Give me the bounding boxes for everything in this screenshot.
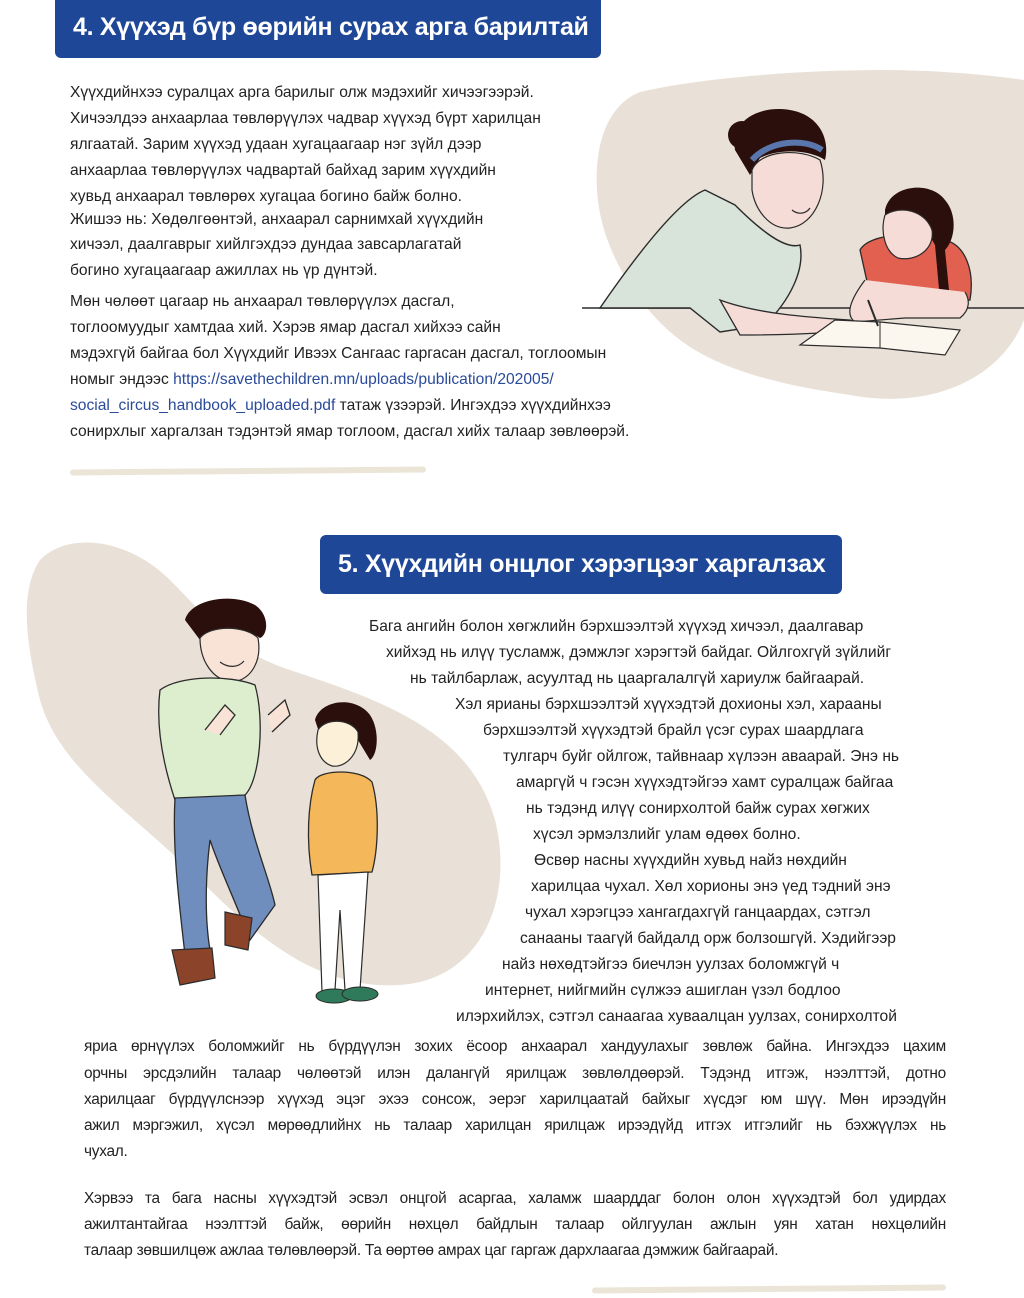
paragraph-line [70, 393, 611, 419]
paragraph-line: нь тайлбарлаж, асуултад нь цааргалалгүй хариулж байгаарай. [410, 670, 865, 687]
father-shirt [159, 678, 261, 800]
paragraph-line: Хэл ярианы бэрхшээлтэй хүүхэдтэй дохионы хэл, харааны [455, 696, 882, 713]
paragraph-line: анхаарлаа төвлөрүүлэх чадвартай байхад зарим хүүхдийн [70, 162, 496, 179]
section-title-text: 4. Хүүхэд бүр өөрийн сурах арга барилтай [73, 13, 589, 41]
father-shoe [225, 912, 252, 950]
paragraph-line: хичээл, даалгаврыг хийлгэхдээ дундаа завсарлагатай [70, 236, 462, 253]
section-5-title [320, 535, 842, 594]
paragraph-line: интернет, нийгмийн сүлжээ ашиглан үзэл бодлоо [485, 982, 841, 999]
paragraph-line [70, 367, 554, 393]
paragraph-line: хүсэл эрмэлзлийг улам өдөөх болно. [533, 826, 801, 843]
paragraph-text: номыг эндээс [70, 371, 174, 388]
paragraph-line: илэрхийлэх, сэтгэл санаагаа хуваалцан уулзах, сонирхолтой [456, 1008, 897, 1025]
paragraph-line: харилцааг бүрдүүлснээр хүүхэд эцэг эхээ сонсож, эерэг харилцаатай байхыг хүсдэг юм шүү. Мөн ирээдүйн [84, 1091, 946, 1108]
paragraph-line: амаргүй ч гэсэн хүүхэдтэйгээ хамт суралцаж байгаа [516, 774, 894, 791]
paragraph-line: нь тэдэнд илүү сонирхолтой байж сурах хөгжих [526, 800, 870, 817]
father-daughter-illustration [0, 520, 520, 1040]
paragraph-line: Хүүхдийнхээ суралцах арга барилыг олж мэдэхийг хичээгээрэй. [70, 84, 534, 101]
girl-slipper [342, 987, 378, 1001]
paragraph-line: богино хугацаагаар ажиллах нь үр дүнтэй. [70, 262, 378, 279]
paragraph-line: Хичээлдээ анхаарлаа төвлөрүүлэх чадвар хүүхэд бүрт харилцан [70, 110, 541, 127]
paragraph-line: ажил мэргэжил, хүсэл мөрөөдлийнх нь талаар харилцан ярилцаж ирээдүйд итгэх итгэлийг нь бэхжүүлэх нь [84, 1117, 946, 1134]
paragraph-line: Хэрвээ та бага насны хүүхэдтэй эсвэл онцгой асаргаа, халамж шаарддаг болон олон хүүхэдтэй бол удирдах [84, 1190, 946, 1207]
paragraph-line: Өсвөр насны хүүхдийн хувьд найз нөхдийн [534, 852, 847, 869]
paragraph-line: мэдэхгүй байгаа бол Хүүхдийг Ивээх Сангаас гаргасан дасгал, тоглоомын [70, 345, 607, 362]
paragraph-line: ажилтантайгаа нээлттэй байж, өөрийн нөхцөл байдлын талаар ойлгуулан ажлын уян хатан нөхцөлийн [84, 1216, 946, 1233]
paragraph-line: Жишээ нь: Хөдөлгөөнтэй, анхаарал сарнимхай хүүхдийн [70, 211, 484, 228]
paragraph-line: Мөн чөлөөт цагаар нь анхаарал төвлөрүүлэх дасгал, [70, 293, 455, 310]
paragraph-line: харилцаа чухал. Хөл хорионы энэ үед тэдний энэ [531, 878, 891, 895]
paragraph-line: тулгарч буйг ойлгож, тайвнаар хүлээн аваарай. Энэ нь [503, 748, 900, 765]
paragraph-line: орчны эрсдэлийн талаар чөлөөтэй илэн далангүй ярилцаж зөвлөлдөөрэй. Тэдэнд итгэж, нээлттэй, дотно [84, 1065, 946, 1082]
paragraph-line: санааны таагүй байдалд орж болзошгүй. Хэдийгээр [520, 930, 896, 947]
paragraph-line: ялгаатай. Зарим хүүхэд удаан хугацаагаар нэг зүйл дээр [70, 136, 482, 153]
paragraph-line: тоглоомуудыг хамтдаа хий. Хэрэв ямар дасгал хийхээ сайн [70, 319, 501, 336]
girl-shirt [308, 772, 377, 875]
paragraph-line: яриа өрнүүлэх боломжийг нь бүрдүүлэн зохих ёсоор анхаарал хандуулахыг зөвлөж байна. Ингэхдээ цахим [84, 1038, 946, 1055]
section-5-divider [592, 1284, 946, 1293]
father-shoe [172, 948, 215, 985]
section-title-text: 5. Хүүхдийн онцлог хэрэгцээг харгалзах [338, 550, 826, 578]
paragraph-line: сонирхлыг харгалзан тэдэнтэй ямар тоглоом, дасгал хийх талаар зөвлөөрэй. [70, 423, 630, 440]
paragraph-line: чухал хэрэгцээ хангагдахгүй ганцаардах, сэтгэл [525, 904, 871, 921]
paragraph-line: Бага ангийн болон хөгжлийн бэрхшээлтэй хүүхэд хичээл, даалгавар [369, 618, 864, 635]
paragraph-text: татаж үзээрэй. Ингэхдээ хүүхдийнхээ [335, 397, 611, 414]
handbook-link-part-2[interactable]: social_circus_handbook_uploaded.pdf [70, 397, 336, 414]
paragraph-line: талаар зөвшилцөж ажлаа төлөвлөөрэй. Та өөртөө амрах цаг гаргаж дархлаагаа дэмжиж байгаарай. [84, 1242, 779, 1259]
mother-bun [728, 121, 756, 149]
handbook-link-part-1[interactable]: https://savethechildren.mn/uploads/publication/202005/ [173, 371, 554, 388]
paragraph-line: хувьд анхаарал төвлөрөх хугацаа богино байж болно. [70, 188, 462, 205]
paragraph-line: хийхэд нь илүү тусламж, дэмжлэг хэрэгтэй байдаг. Ойлгохгүй зүйлийг [386, 644, 892, 661]
paragraph-line: чухал. [84, 1143, 128, 1160]
paragraph-line: найз нөхөдтэйгээ биечлэн уулзах боломжгүй ч [502, 956, 840, 973]
paragraph-line: бэрхшээлтэй хүүхэдтэй брайл үсэг сурах шаардлага [483, 722, 864, 739]
